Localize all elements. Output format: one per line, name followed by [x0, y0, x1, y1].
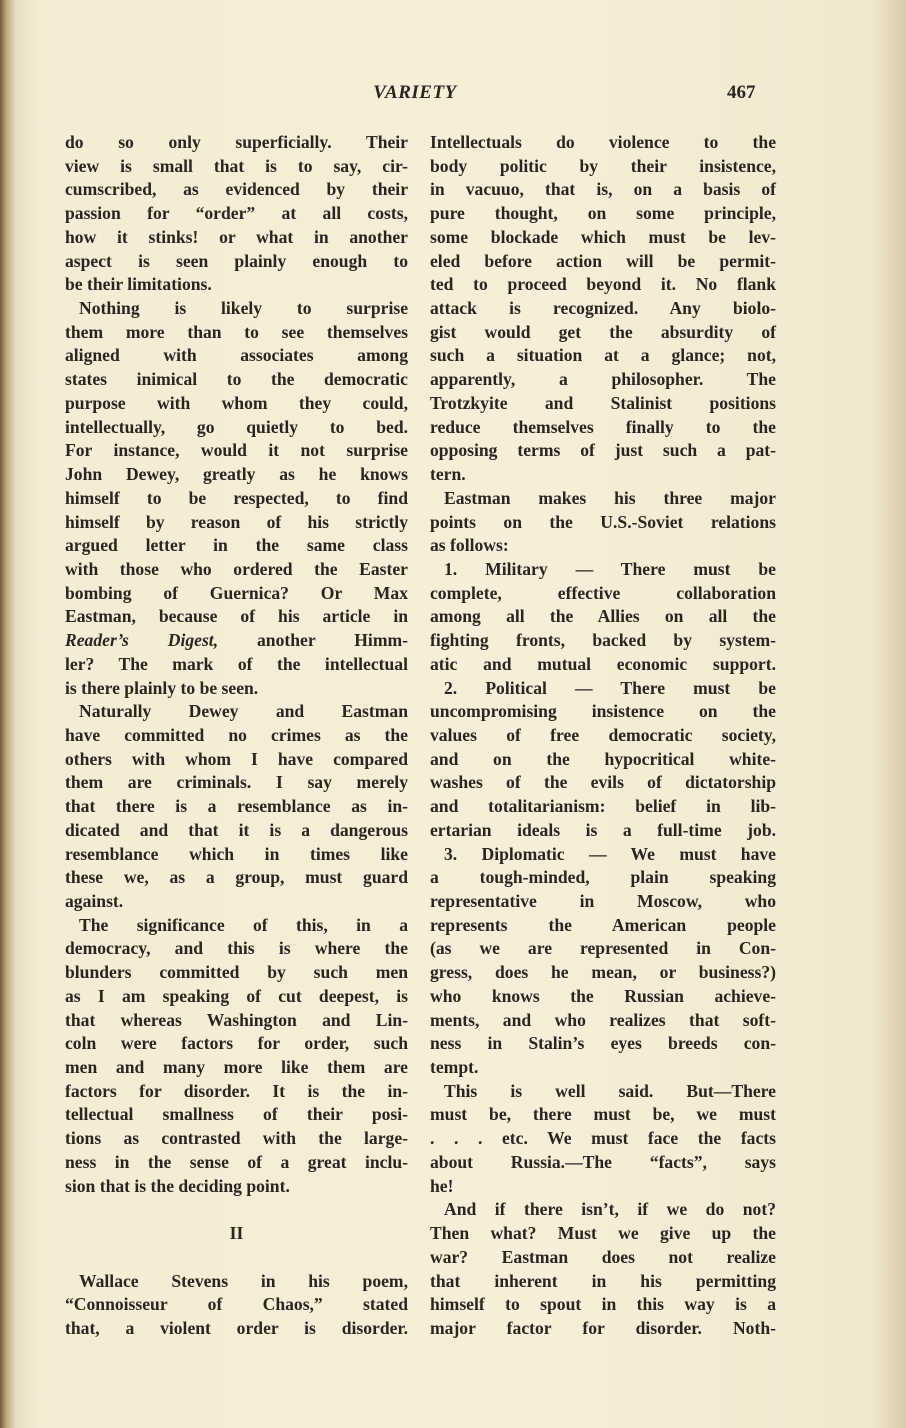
text-line: as follows: [430, 535, 509, 556]
text-line: represents the American people [430, 914, 776, 935]
text-line: himself to spout in this way is a [430, 1294, 776, 1315]
text-line: some blockade which must be lev- [430, 226, 776, 247]
text-line: opposing terms of just such a pat- [430, 440, 776, 461]
text-line: And if there isn’t, if we do not? [444, 1199, 776, 1220]
text-line: them are criminals. I say merely [65, 772, 408, 793]
text-line [65, 629, 408, 653]
text-line: attack is recognized. Any biolo- [430, 298, 776, 319]
text-line: and totalitarianism: belief in lib- [430, 796, 776, 817]
paragraph [430, 558, 776, 677]
text-line: democracy, and this is where the [65, 938, 408, 959]
text-line: against. [65, 891, 124, 911]
section-heading [65, 1198, 408, 1269]
text-line: purpose with whom they could, [65, 392, 408, 413]
paragraph [65, 297, 408, 700]
text-line: Eastman makes his three major [444, 487, 776, 508]
text-line: ertarian ideals is a full-time job. [430, 819, 776, 840]
text-line: ness in Stalin’s eyes breeds con- [430, 1033, 776, 1054]
text-line: be their limitations. [65, 274, 212, 295]
text-line: cumscribed, as evidenced by their [65, 179, 408, 200]
text-line: Wallace Stevens in his poem, [79, 1270, 408, 1291]
text-line: must be, there must be, we must [430, 1104, 776, 1125]
text-line: . . . etc. We must face the facts [430, 1128, 776, 1149]
paragraph [430, 843, 776, 1080]
text-line: The significance of this, in a [79, 914, 408, 935]
paragraph [430, 677, 776, 843]
text-line: tellectual smallness of their posi- [65, 1104, 408, 1125]
text-line: “Connoisseur of Chaos,” stated [65, 1294, 408, 1315]
text-line: 2. Political — There must be [444, 677, 776, 698]
text-line: others with whom I have compared [65, 748, 408, 769]
text-line: he! [430, 1175, 454, 1196]
text-line: that, a violent order is disorder. [65, 1317, 408, 1338]
paragraph [65, 131, 408, 297]
text-line: passion for “order” at all costs, [65, 203, 408, 224]
text-line: ted to proceed beyond it. No flank [430, 274, 776, 295]
text-line: factors for disorder. It is the in- [65, 1080, 408, 1101]
text-line: a tough-minded, plain speaking [430, 867, 776, 888]
text-line: war? Eastman does not realize [430, 1246, 776, 1267]
text-line: argued letter in the same class [65, 535, 408, 556]
spacer [65, 1246, 408, 1270]
text-line: 3. Diplomatic — We must have [444, 843, 776, 864]
text-line: aspect is seen plainly enough to [65, 250, 408, 271]
text-line: have committed no crimes as the [65, 724, 408, 745]
text-line: tempt. [430, 1057, 479, 1078]
text-line: atic and mutual economic support. [430, 653, 776, 674]
text-line: such a situation at a glance; not, [430, 345, 776, 366]
text-line: who knows the Russian achieve- [430, 985, 776, 1006]
text-line: points on the U.S.-Soviet relations [430, 511, 776, 532]
text-line: Naturally Dewey and Eastman [79, 701, 408, 722]
text-line: view is small that is to say, cir- [65, 155, 408, 176]
right-column [430, 131, 776, 1341]
text-line: pure thought, on some principle, [430, 203, 776, 224]
text-line: tern. [430, 464, 466, 485]
text-line: and on the hypocritical white- [430, 748, 776, 769]
text-line: bombing of Guernica? Or Max [65, 582, 408, 603]
text-line: sion that is the deciding point. [65, 1175, 290, 1196]
text-line: that whereas Washington and Lin- [65, 1009, 408, 1030]
text-line: dicated and that it is a dangerous [65, 819, 408, 840]
text-line: ler? The mark of the intellectual [65, 653, 408, 674]
text-line: in vacuuo, that is, on a basis of [430, 179, 776, 200]
text-line: complete, effective collaboration [430, 582, 776, 603]
text-line: For instance, would it not surprise [65, 440, 408, 461]
text-line: uncompromising insistence on the [430, 701, 776, 722]
italic-title: Reader’s Digest, [65, 630, 219, 651]
text-line: among all the Allies on all the [430, 606, 776, 627]
text-line: Eastman, because of his article in [65, 606, 408, 627]
text-line: Then what? Must we give up the [430, 1223, 776, 1244]
text-line: ness in the sense of a great inclu- [65, 1151, 408, 1172]
text-line: gist would get the absurdity of [430, 321, 776, 342]
paragraph [65, 1270, 408, 1341]
section-number: II [229, 1223, 244, 1244]
text-line: body politic by their insistence, [430, 155, 776, 176]
text-line: coln were factors for order, such [65, 1033, 408, 1054]
running-header-title: VARIETY [373, 82, 457, 103]
spacer [65, 1198, 408, 1222]
text-line: This is well said. But—There [444, 1080, 776, 1101]
text-line: major factor for disorder. Noth- [430, 1317, 776, 1338]
text-line: washes of the evils of dictatorship [430, 772, 776, 793]
text-line: values of free democratic society, [430, 724, 776, 745]
text-line: these we, as a group, must guard [65, 867, 408, 888]
text-line: with those who ordered the Easter [65, 558, 408, 579]
text-line: blunders committed by such men [65, 962, 408, 983]
text-span: another Himm- [218, 630, 408, 651]
text-line: himself to be respected, to find [65, 487, 408, 508]
paragraph [430, 131, 776, 487]
text-line: Trotzkyite and Stalinist positions [430, 392, 776, 413]
text-line: states inimical to the democratic [65, 369, 408, 390]
text-line: is there plainly to be seen. [65, 677, 259, 698]
text-line: that inherent in his permitting [430, 1270, 776, 1291]
text-line: them more than to see themselves [65, 321, 408, 342]
text-line: resemblance which in times like [65, 843, 408, 864]
text-line: tions as contrasted with the large- [65, 1128, 408, 1149]
text-line: 1. Military — There must be [444, 558, 776, 579]
text-line: men and many more like them are [65, 1057, 408, 1078]
text-line: ments, and who realizes that soft- [430, 1009, 776, 1030]
text-line: (as we are represented in Con- [430, 938, 776, 959]
text-line: himself by reason of his strictly [65, 511, 408, 532]
text-line: gress, does he mean, or business?) [430, 962, 776, 983]
text-line: intellectually, go quietly to bed. [65, 416, 408, 437]
text-line: aligned with associates among [65, 345, 408, 366]
text-line: Intellectuals do violence to the [430, 132, 776, 152]
text-line: about Russia.—The “facts”, says [430, 1151, 776, 1172]
page-number: 467 [727, 82, 756, 103]
text-line: do so only superficially. Their [65, 132, 408, 152]
text-line: representative in Moscow, who [430, 891, 776, 911]
text-line: as I am speaking of cut deepest, is [65, 985, 408, 1006]
paragraph [430, 1198, 776, 1340]
text-line: apparently, a philosopher. The [430, 369, 776, 390]
paragraph [65, 700, 408, 913]
text-line: eled before action will be permit- [430, 250, 776, 271]
text-line: that there is a resemblance as in- [65, 796, 408, 817]
text-line: reduce themselves finally to the [430, 416, 776, 437]
text-line: John Dewey, greatly as he knows [65, 464, 408, 485]
text-line: how it stinks! or what in another [65, 226, 408, 247]
left-column [65, 131, 408, 1341]
paragraph [430, 1080, 776, 1199]
text-line: fighting fronts, backed by system- [430, 630, 776, 651]
paragraph [65, 914, 408, 1199]
paragraph [430, 487, 776, 558]
text-line: Nothing is likely to surprise [79, 298, 408, 319]
